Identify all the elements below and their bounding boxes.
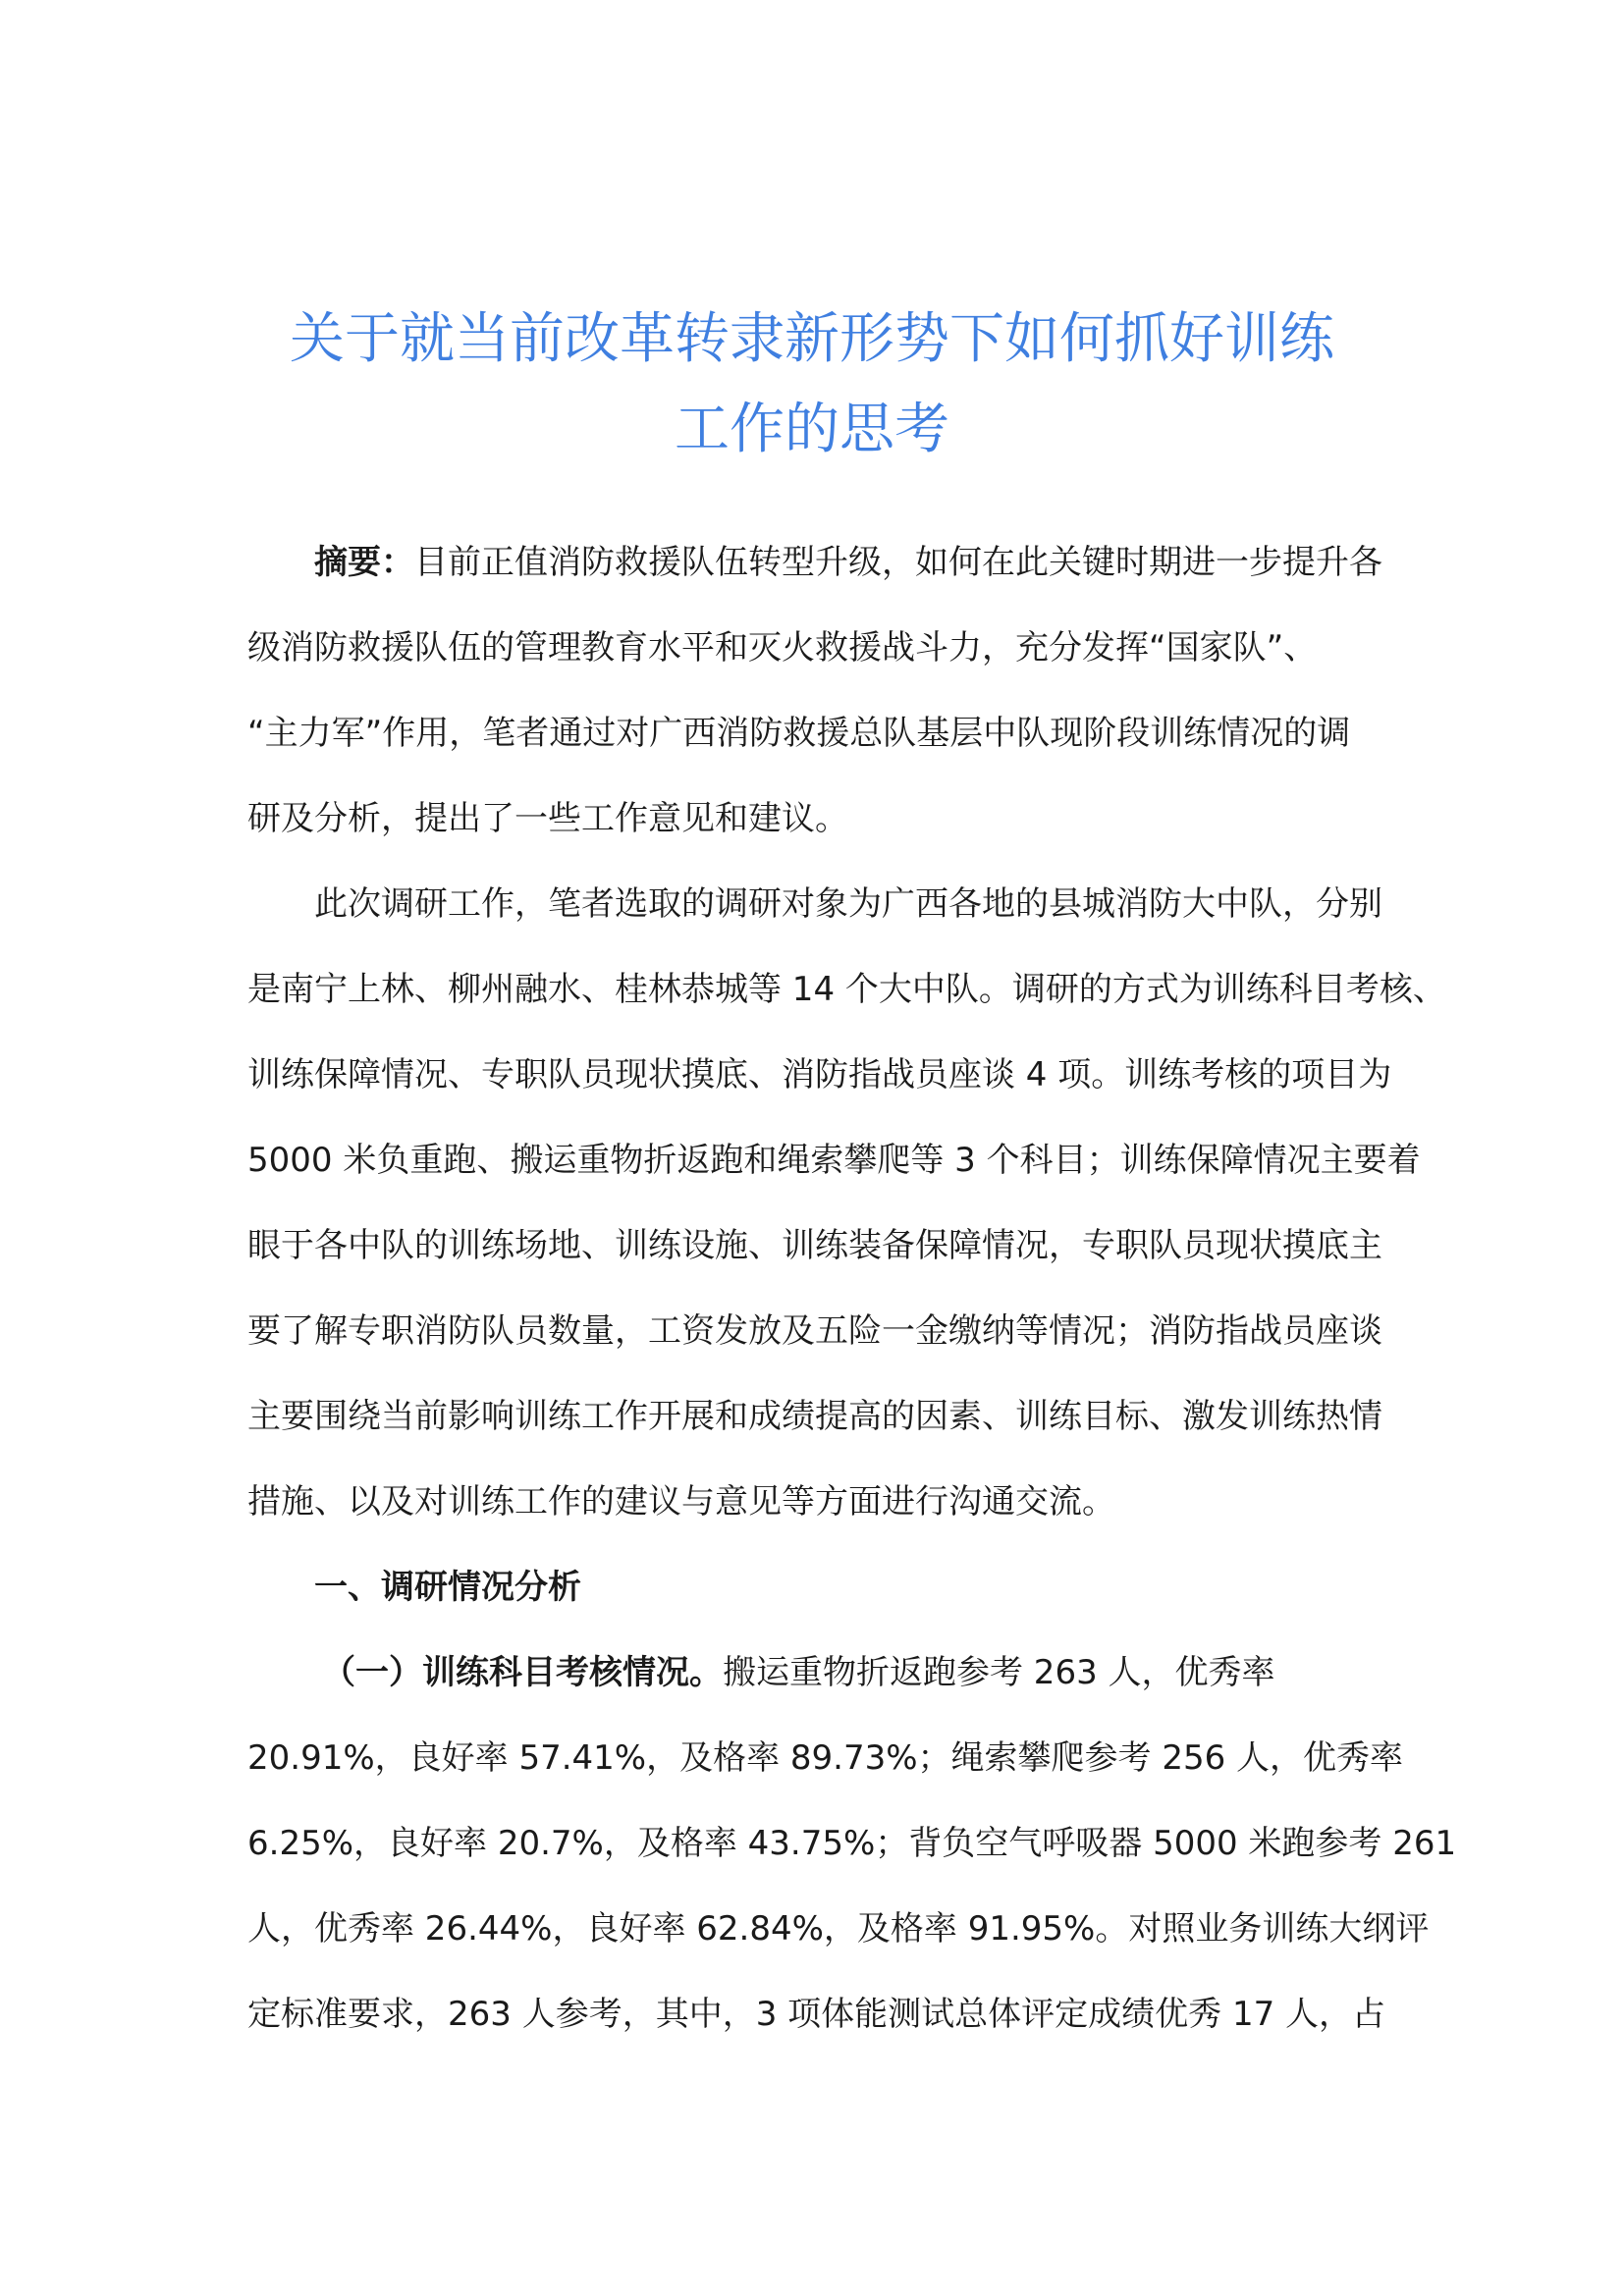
- research-line-1: 此次调研工作，笔者选取的调研对象为广西各地的县城消防大中队，分别: [314, 884, 1382, 924]
- research-line-5: 眼于各中队的训练场地、训练设施、训练装备保障情况，专职队员现状摸底主: [247, 1226, 1382, 1265]
- abstract-label: 摘要：: [314, 543, 414, 582]
- section-1-heading: 一、调研情况分析: [314, 1568, 581, 1607]
- research-line-8: 措施、以及对训练工作的建议与意见等方面进行沟通交流。: [247, 1482, 1115, 1522]
- abstract-line-3: “主力军”作用，笔者通过对广西消防救援总队基层中队现阶段训练情况的调: [247, 714, 1351, 753]
- research-paragraph: [247, 862, 1446, 1545]
- research-line-3: 训练保障情况、专职队员现状摸底、消防指战员座谈 4 项。训练考核的项目为: [247, 1055, 1392, 1095]
- title-line-1: 关于就当前改革转隶新形势下如何抓好训练: [290, 307, 1334, 371]
- abstract-line-2: 级消防救援队伍的管理教育水平和灭火救援战斗力，充分发挥“国家队”、: [247, 628, 1318, 667]
- document-title: [236, 294, 1388, 475]
- subsection-text-1: 搬运重物折返跑参考 263 人，优秀率: [723, 1653, 1275, 1692]
- subsection-line-1: [247, 1630, 1411, 1716]
- abstract-line-4: 研及分析，提出了一些工作意见和建议。: [247, 799, 848, 838]
- subsection-line-4: 人，优秀率 26.44%，良好率 62.84%，及格率 91.95%。对照业务训练大纲评: [247, 1909, 1430, 1949]
- research-line-7: 主要围绕当前影响训练工作开展和成绩提高的因素、训练目标、激发训练热情: [247, 1397, 1382, 1436]
- subsection-label: （一）训练科目考核情况。: [322, 1653, 723, 1692]
- research-line-4: 5000 米负重跑、搬运重物折返跑和绳索攀爬等 3 个科目；训练保障情况主要着: [247, 1141, 1421, 1180]
- abstract-text-1: 目前正值消防救援队伍转型升级，如何在此关键时期进一步提升各: [414, 543, 1382, 582]
- title-line-2: 工作的思考: [675, 398, 949, 461]
- subsection-line-5: 定标准要求，263 人参考，其中，3 项体能测试总体评定成绩优秀 17 人，占: [247, 1995, 1386, 2034]
- research-line-2: 是南宁上林、柳州融水、桂林恭城等 14 个大中队。调研的方式为训练科目考核、: [247, 970, 1446, 1009]
- subsection-line-3: 6.25%，良好率 20.7%，及格率 43.75%；背负空气呼吸器 5000 米跑参考 261: [247, 1824, 1457, 1863]
- subsection-line-2: 20.91%，良好率 57.41%，及格率 89.73%；绳索攀爬参考 256 人，优秀率: [247, 1738, 1404, 1778]
- section-heading: [247, 1545, 1411, 1630]
- document-body: [247, 520, 1457, 2057]
- subsection-paragraph: [247, 1630, 1457, 2057]
- abstract-line-1: [247, 520, 1411, 606]
- research-line-6: 要了解专职消防队员数量，工资发放及五险一金缴纳等情况；消防指战员座谈: [247, 1311, 1382, 1351]
- abstract-paragraph: [247, 520, 1411, 862]
